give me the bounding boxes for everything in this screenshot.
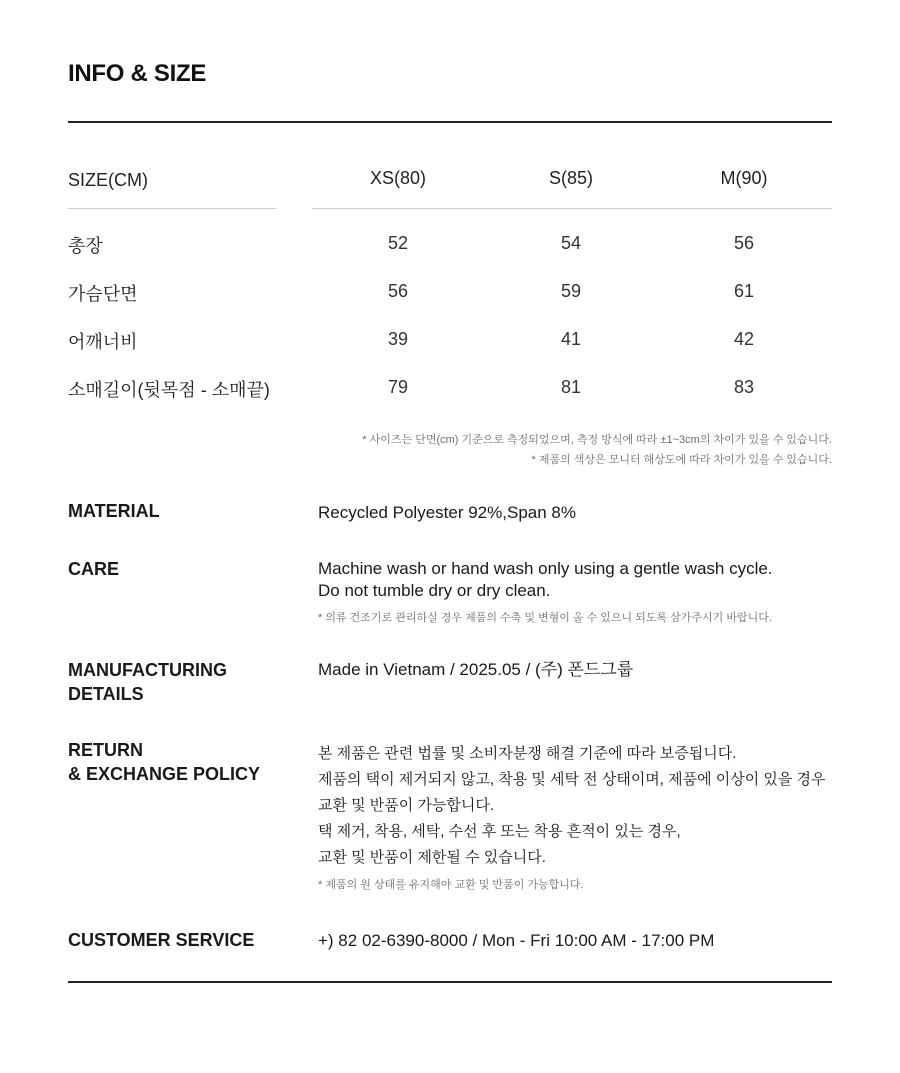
return-policy-note: * 제품의 원 상태를 유지해야 교환 및 반품이 가능합니다.	[318, 879, 584, 891]
manufacturing-label-line2: DETAILS	[68, 684, 144, 704]
size-cell: 41	[560, 329, 582, 349]
size-cell: 61	[733, 281, 755, 301]
page-title: INFO & SIZE	[68, 60, 207, 87]
bottom-divider	[68, 981, 832, 983]
customer-service-value: +) 82 02-6390-8000 / Mon - Fri 10:00 AM - 17:00 PM	[318, 931, 715, 950]
size-header-divider-right	[312, 208, 832, 209]
size-cell: 54	[560, 233, 582, 253]
size-cell: 83	[733, 377, 755, 397]
return-policy-line: 제품의 택이 제거되지 않고, 착용 및 세탁 전 상태이며, 제품에 이상이 있을 경우	[318, 771, 826, 788]
customer-service-label: CUSTOMER SERVICE	[68, 930, 255, 950]
size-cell: 59	[560, 281, 582, 301]
care-note: * 의류 건조기로 관리하실 경우 제품의 수축 및 변형이 올 수 있으니 되도록 삼가주시기 바랍니다.	[318, 612, 772, 624]
return-policy-line: 교환 및 반품이 가능합니다.	[318, 797, 495, 814]
care-label: CARE	[68, 559, 120, 579]
size-header-divider-left	[68, 208, 276, 209]
manufacturing-label-line1: MANUFACTURING	[68, 660, 227, 680]
size-row-label: 소매길이(뒷목점 - 소매끝)	[68, 380, 270, 400]
manufacturing-value: Made in Vietnam / 2025.05 / (주) 폰드그룹	[318, 660, 634, 679]
size-row-label: 어깨너비	[68, 332, 138, 352]
size-column-s: S(85)	[548, 168, 593, 188]
care-line: Machine wash or hand wash only using a gentle wash cycle.	[318, 559, 773, 578]
return-policy-line: 택 제거, 착용, 세탁, 수선 후 또는 착용 흔적이 있는 경우,	[318, 823, 681, 840]
size-row-label: 총장	[68, 236, 103, 256]
size-cell: 42	[733, 329, 755, 349]
size-cell: 39	[387, 329, 409, 349]
size-column-xs: XS(80)	[369, 168, 427, 188]
care-line: Do not tumble dry or dry clean.	[318, 581, 551, 600]
size-table-header-label: SIZE(CM)	[68, 170, 148, 190]
size-cell: 56	[733, 233, 755, 253]
size-cell: 81	[560, 377, 582, 397]
return-policy-label-line2: & EXCHANGE POLICY	[68, 764, 261, 784]
top-divider	[68, 121, 832, 123]
size-row-label: 가슴단면	[68, 284, 138, 304]
material-value: Recycled Polyester 92%,Span 8%	[318, 503, 576, 522]
return-policy-line: 교환 및 반품이 제한될 수 있습니다.	[318, 849, 546, 866]
size-cell: 56	[387, 281, 409, 301]
return-policy-line: 본 제품은 관련 법률 및 소비자분쟁 해결 기준에 따라 보증됩니다.	[318, 745, 737, 762]
color-disclaimer-note: * 제품의 색상은 모니터 해상도에 따라 차이가 있을 수 있습니다.	[531, 454, 832, 466]
material-label: MATERIAL	[68, 501, 160, 521]
size-measurement-note: * 사이즈는 단면(cm) 기준으로 측정되었으며, 측정 방식에 따라 ±1~3cm의 차이가 있을 수 있습니다.	[362, 434, 832, 446]
return-policy-label-line1: RETURN	[68, 740, 143, 760]
size-cell: 79	[387, 377, 409, 397]
size-cell: 52	[387, 233, 409, 253]
size-column-m: M(90)	[720, 168, 768, 188]
